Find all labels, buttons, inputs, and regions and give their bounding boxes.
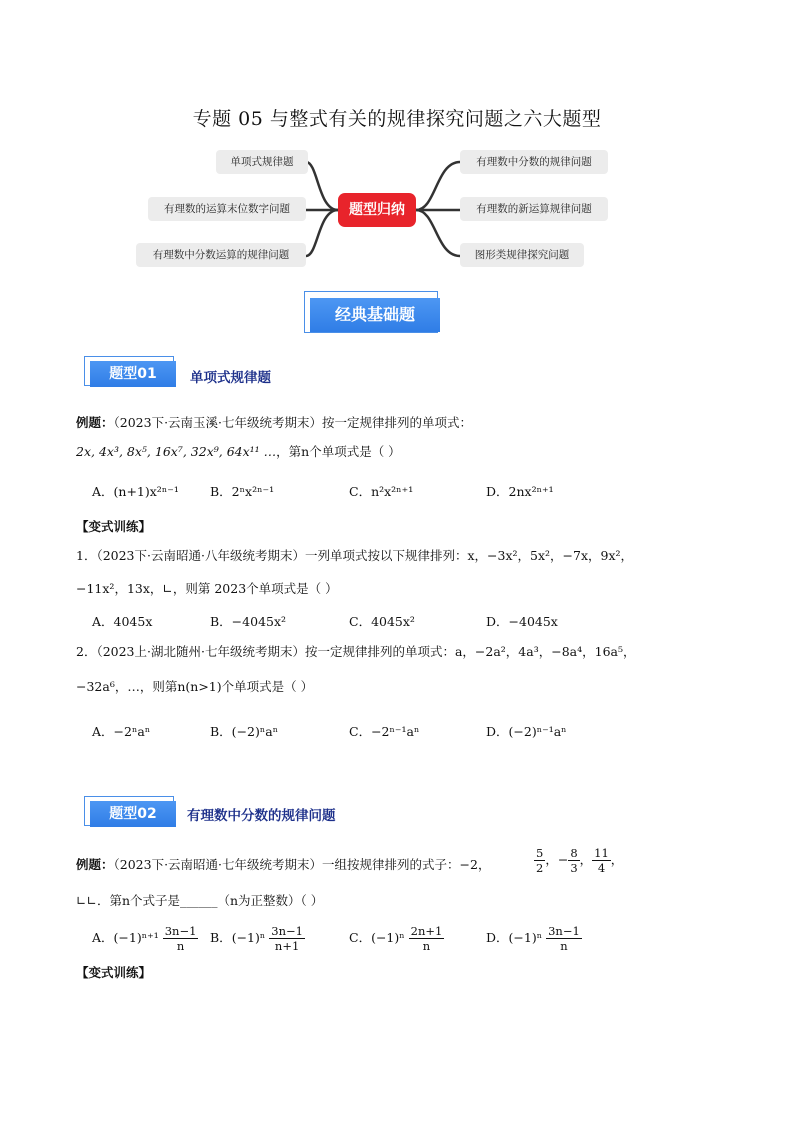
question-2-seq2: −32a⁶，…，则第n(n>1)个单项式是（ ） [76, 679, 314, 694]
q1-option-d[interactable]: D．−4045x [486, 614, 558, 629]
example-ask: ，第n个单项式是（ ） [276, 444, 401, 459]
ex2-option-b[interactable]: B．(−1)ⁿ $\frac{3n-1}{n+1}$ [210, 924, 303, 953]
ex2-option-a[interactable]: A．(−1)ⁿ⁺¹ $\frac{3n-1}{n}$ [92, 924, 197, 953]
option-c[interactable]: C．n²x²ⁿ⁺¹ [349, 484, 414, 499]
example-2-fractions: $\frac{5}{2}$ ，− $\frac{8}{3}$ ， $\frac{11}{4}$ ， [536, 846, 624, 875]
page-title: 专题 05 与整式有关的规律探究问题之六大题型 [192, 108, 602, 130]
mindmap-right-item-1: 有理数中分数的规律问题 [460, 150, 608, 174]
connector-right-1 [416, 162, 460, 210]
q1-text: 1．（2023下·云南昭通·八年级统考期末）一列单项式按以下规律排列： [76, 548, 468, 563]
section-banner [304, 291, 440, 335]
banner-label: 经典基础题 [310, 298, 440, 332]
fraction-3: $\frac{11}{4}$ [594, 846, 609, 875]
connector-left-3 [306, 210, 338, 256]
section-title-02: 有理数中分数的规律问题 [187, 808, 336, 824]
practice-label-1: 【变式训练】 [76, 519, 152, 534]
section-tag-02 [84, 796, 180, 830]
mindmap-left-item-1: 单项式规律题 [216, 150, 308, 174]
mindmap-left-item-2: 有理数的运算末位数字问题 [148, 197, 306, 221]
example-label: 例题： [76, 857, 114, 872]
question-1-seq2: −11x²，13x，∟，则第 2023个单项式是（ ） [76, 581, 338, 596]
q2-option-a[interactable]: A．−2ⁿaⁿ [92, 724, 151, 739]
option-d[interactable]: D．2nx²ⁿ⁺¹ [486, 484, 554, 499]
question-1-stem [76, 547, 633, 565]
example-label: 例题： [76, 415, 114, 430]
q1-option-a[interactable]: A．4045x [92, 614, 153, 629]
ex2-option-d[interactable]: D．(−1)ⁿ $\frac{3n-1}{n}$ [486, 924, 580, 953]
practice-label-2: 【变式训练】 [76, 965, 152, 980]
mindmap-right-item-2: 有理数的新运算规律问题 [460, 197, 608, 221]
mindmap-center: 题型归纳 [338, 193, 416, 227]
example-seq: 2x, 4x³, 8x⁵, 16x⁷, 32x⁹, 64x¹¹ … [76, 444, 277, 459]
q2-seq1: a，−2a²，4a³，−8a⁴，16a⁵， [454, 644, 636, 659]
question-2-stem [76, 643, 636, 661]
example-source: （2023下·云南昭通·七年级统考期末）一组按规律排列的式子：−2， [113, 857, 491, 872]
fraction-1: $\frac{5}{2}$ [536, 846, 544, 875]
q2-option-c[interactable]: C．−2ⁿ⁻¹aⁿ [349, 724, 420, 739]
q2-option-b[interactable]: B．(−2)ⁿaⁿ [210, 724, 279, 739]
section-tag-label: 题型01 [90, 361, 176, 387]
section-title-01: 单项式规律题 [190, 370, 271, 386]
q1-seq1: x，−3x²，5x²，−7x，9x²， [467, 548, 634, 563]
mindmap-right-item-3: 图形类规律探究问题 [460, 243, 584, 267]
option-b[interactable]: B．2ⁿx²ⁿ⁻¹ [210, 484, 275, 499]
option-a[interactable]: A．(n+1)x²ⁿ⁻¹ [92, 484, 179, 499]
example-2-stem [76, 856, 490, 874]
example-1-sequence [76, 443, 401, 461]
q2-option-d[interactable]: D．(−2)ⁿ⁻¹aⁿ [486, 724, 567, 739]
example-2-line2: ∟∟．第n个式子是______（n为正整数）（ ） [76, 893, 324, 908]
mindmap-left-item-3: 有理数中分数运算的规律问题 [136, 243, 306, 267]
q1-option-b[interactable]: B．−4045x² [210, 614, 287, 629]
section-tag-label: 题型02 [90, 801, 176, 827]
connector-left-1 [306, 162, 338, 210]
q2-text: 2．（2023上·湖北随州·七年级统考期末）按一定规律排列的单项式： [76, 644, 455, 659]
ex2-option-c[interactable]: C．(−1)ⁿ $\frac{2n+1}{n}$ [349, 924, 443, 953]
example-1-stem [76, 414, 472, 432]
fraction-2: $\frac{8}{3}$ [570, 846, 578, 875]
example-source: （2023下·云南玉溪·七年级统考期末）按一定规律排列的单项式： [113, 415, 473, 430]
section-tag-01 [84, 356, 180, 390]
q1-option-c[interactable]: C．4045x² [349, 614, 415, 629]
connector-right-3 [416, 210, 460, 256]
